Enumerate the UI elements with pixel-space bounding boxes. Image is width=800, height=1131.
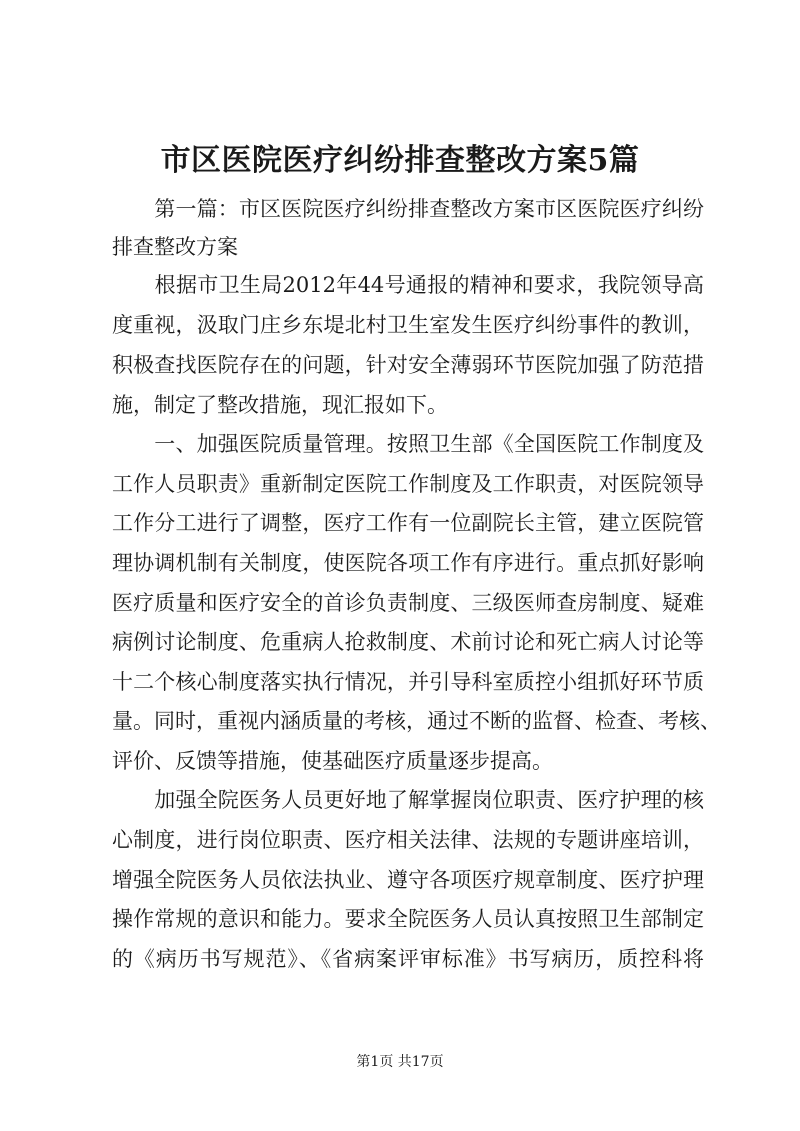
body-line: 施，制定了整改措施，现汇报如下。 (112, 393, 448, 417)
body-line: 心制度，进行岗位职责、医疗相关法律、法规的专题讲座培训， (112, 828, 704, 852)
body-line: 增强全院医务人员依法执业、遵守各项医疗规章制度、医疗护理 (112, 868, 704, 892)
body-line: 一、加强医院质量管理。按照卫生部《全国医院工作制度及 (112, 432, 704, 456)
body-line: 理协调机制有关制度，使医院各项工作有序进行。重点抓好影响 (112, 551, 704, 575)
page-number-footer: 第1页 共17页 (356, 1054, 444, 1070)
body-line: 操作常规的意识和能力。要求全院医务人员认真按照卫生部制定 (112, 907, 704, 931)
body-line: 排查整改方案 (112, 235, 238, 259)
body-line: 根据市卫生局2012年44号通报的精神和要求，我院领导高 (112, 273, 704, 297)
body-line: 评价、反馈等措施，使基础医疗质量逐步提高。 (112, 749, 553, 773)
body-line: 工作分工进行了调整，医疗工作有一位副院长主管，建立医院管 (112, 511, 704, 535)
body-line: 加强全院医务人员更好地了解掌握岗位职责、医疗护理的核 (112, 788, 704, 812)
body-line: 第一篇：市区医院医疗纠纷排查整改方案市区医院医疗纠纷 (112, 197, 704, 221)
body-line: 度重视，汲取门庄乡东堤北村卫生室发生医疗纠纷事件的教训， (112, 313, 704, 337)
body-line: 量。同时，重视内涵质量的考核，通过不断的监督、检查、考核、 (112, 709, 721, 733)
body-line: 的《病历书写规范》、《省病案评审标准》书写病历，质控科将 (112, 947, 704, 971)
body-line: 积极查找医院存在的问题，针对安全薄弱环节医院加强了防范措 (112, 353, 704, 377)
body-line: 工作人员职责》重新制定医院工作制度及工作职责，对医院领导 (112, 472, 704, 496)
body-line: 医疗质量和医疗安全的首诊负责制度、三级医师查房制度、疑难 (112, 591, 704, 615)
body-line: 病例讨论制度、危重病人抢救制度、术前讨论和死亡病人讨论等 (112, 630, 704, 654)
document-title: 市区医院医疗纠纷排查整改方案5篇 (160, 143, 640, 178)
body-line: 十二个核心制度落实执行情况，并引导科室质控小组抓好环节质 (112, 670, 704, 694)
